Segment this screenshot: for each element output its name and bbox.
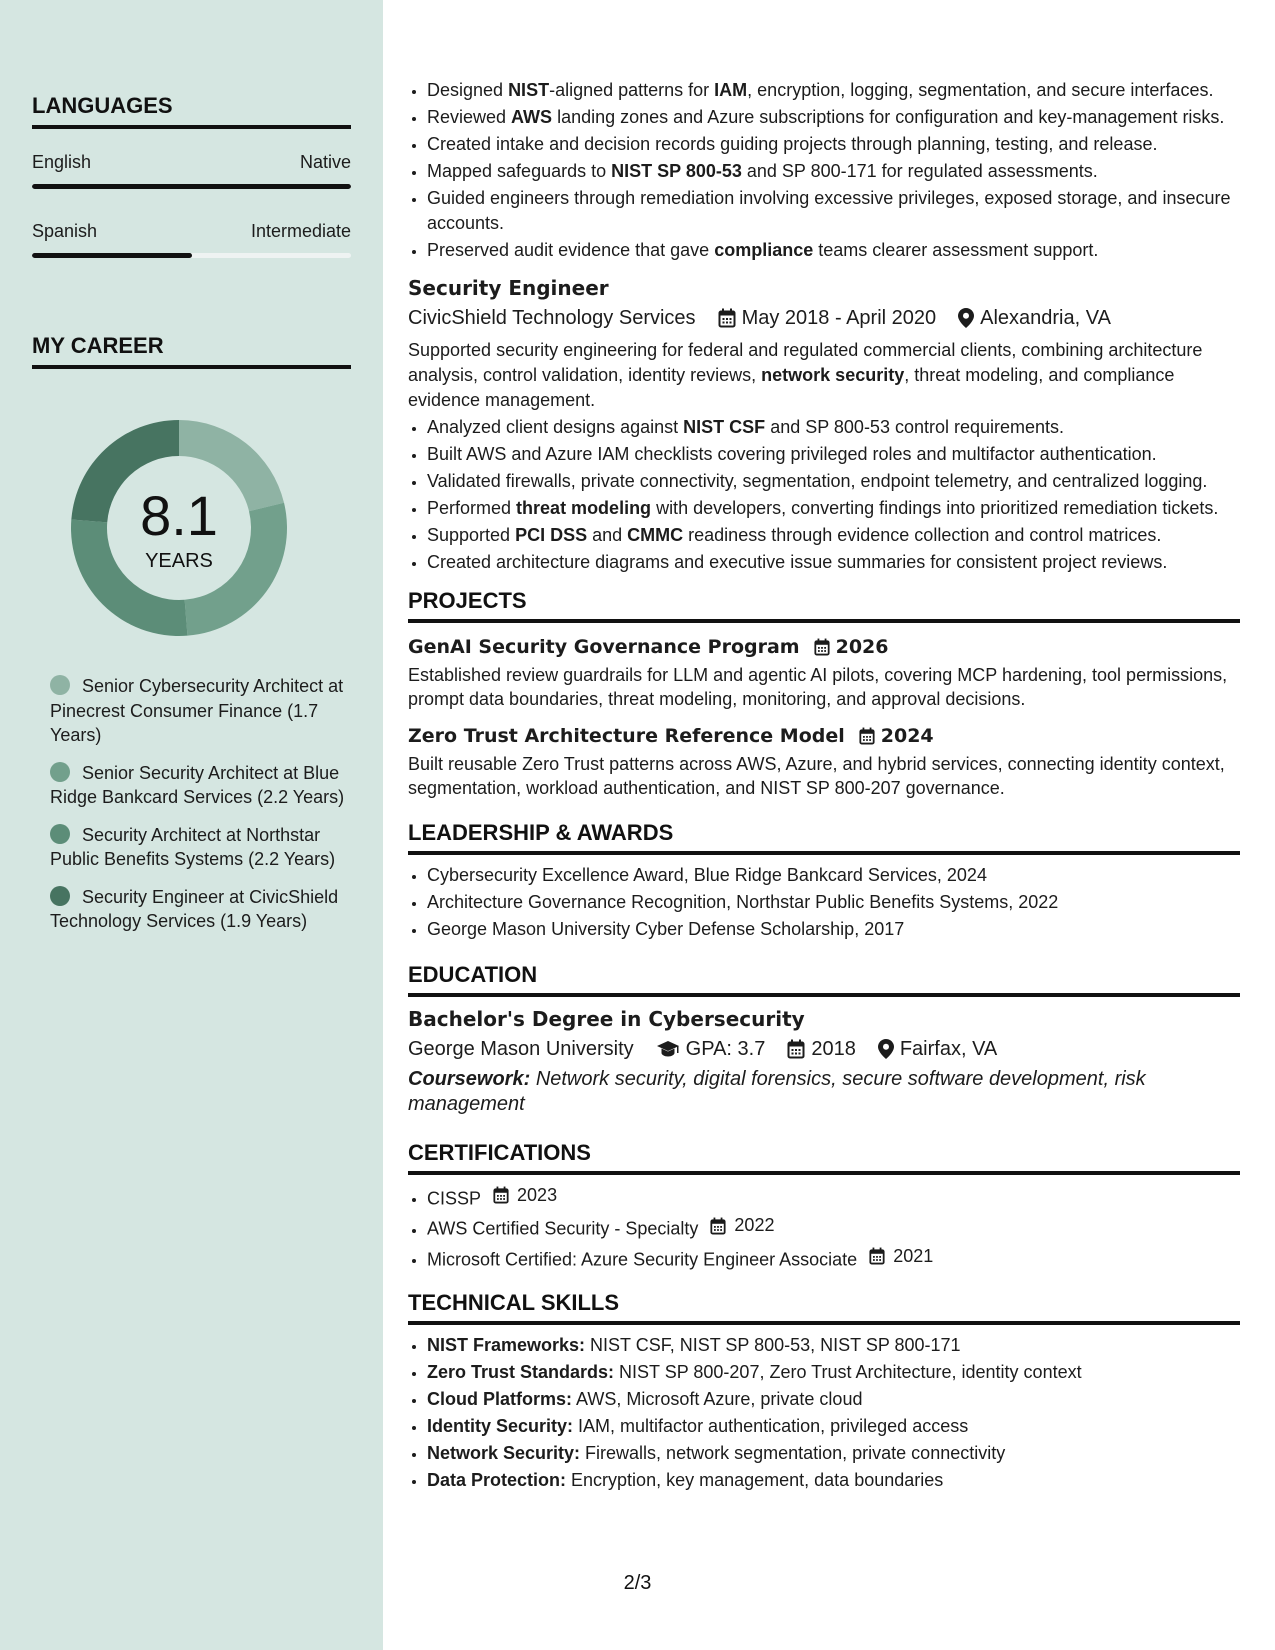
coursework-label: Coursework: bbox=[408, 1068, 531, 1090]
text-run: Analyzed client designs against bbox=[427, 417, 684, 437]
certifications-list bbox=[408, 1183, 1240, 1271]
career-legend bbox=[50, 674, 350, 947]
skill-item bbox=[427, 1468, 1240, 1493]
sidebar bbox=[0, 0, 383, 1650]
language-bar-fill bbox=[32, 184, 351, 189]
job-bullet bbox=[427, 105, 1240, 130]
languages-heading: LANGUAGES bbox=[32, 92, 351, 129]
bold-text: AWS bbox=[511, 107, 553, 127]
project-year: 2024 bbox=[880, 724, 934, 747]
bold-text: threat modeling bbox=[516, 498, 652, 518]
career-legend-item bbox=[50, 823, 350, 872]
text-run: with developers, converting findings into prioritized remediation tickets. bbox=[651, 498, 1219, 518]
text-run: Validated firewalls, private connectivity, segmentation, endpoint telemetry, and centralized logging. bbox=[427, 471, 1208, 491]
skill-label: Cloud Platforms: bbox=[427, 1389, 573, 1410]
language-level: Native bbox=[299, 152, 351, 172]
career-total-years: 8.1 bbox=[140, 484, 218, 547]
career-legend-item bbox=[50, 761, 350, 810]
calendar-icon bbox=[493, 1186, 513, 1204]
bold-text: NIST CSF bbox=[683, 417, 766, 437]
project-title bbox=[408, 722, 1240, 750]
job-meta bbox=[408, 304, 1240, 332]
job-bullet bbox=[427, 415, 1240, 440]
certification-year: 2023 bbox=[517, 1185, 558, 1205]
language-bar-spanish bbox=[32, 253, 351, 258]
legend-text: Senior Cybersecurity Architect at Pinecrest Consumer Finance (1.7 Years) bbox=[50, 676, 344, 745]
awards-heading: LEADERSHIP & AWARDS bbox=[408, 819, 1240, 855]
language-level: Intermediate bbox=[250, 221, 351, 241]
bold-text: compliance bbox=[714, 239, 814, 260]
text-run: Reviewed bbox=[427, 107, 512, 127]
calendar-icon bbox=[859, 727, 875, 745]
skill-value: Firewalls, network segmentation, private connectivity bbox=[580, 1443, 1006, 1464]
job-bullet bbox=[427, 78, 1240, 103]
certification-date bbox=[493, 1183, 557, 1208]
language-bar-english bbox=[32, 184, 351, 189]
career-legend-item bbox=[50, 885, 350, 934]
coursework bbox=[408, 1067, 1240, 1117]
legend-text: Senior Security Architect at Blue Ridge Bankcard Services (2.2 Years) bbox=[50, 762, 345, 807]
skills-heading: TECHNICAL SKILLS bbox=[408, 1289, 1240, 1325]
location-pin-icon bbox=[878, 1039, 894, 1059]
skill-item bbox=[427, 1441, 1240, 1466]
career-legend-item bbox=[50, 674, 350, 748]
job-bullet bbox=[427, 523, 1240, 548]
page-number: 2/3 bbox=[623, 1572, 652, 1594]
text-run: and SP 800-171 for regulated assessments. bbox=[741, 161, 1098, 181]
language-bar-fill bbox=[32, 253, 192, 258]
certification-item bbox=[427, 1183, 1240, 1211]
project-name: GenAI Security Governance Program bbox=[408, 635, 800, 658]
bold-text: PCI DSS bbox=[515, 525, 588, 545]
certification-name: CISSP bbox=[427, 1188, 482, 1209]
project-year: 2026 bbox=[835, 635, 889, 658]
previous-job-bullets bbox=[408, 78, 1240, 262]
text-run: Supported security engineering for federal and regulated commercial clients, combining architecture analysis, control validation, identity reviews, bbox=[408, 340, 1203, 385]
legend-text: Security Architect at Northstar Public Benefits Systems (2.2 Years) bbox=[50, 824, 336, 869]
project-description: Built reusable Zero Trust patterns across AWS, Azure, and hybrid services, connecting identity context, segmentation, workload authentication, and NIST SP 800-207 governance. bbox=[408, 753, 1225, 798]
text-run: Supported bbox=[427, 525, 516, 545]
job-location: Alexandria, VA bbox=[980, 307, 1111, 329]
skills-list bbox=[408, 1333, 1240, 1493]
text-run: Built AWS and Azure IAM checklists covering privileged roles and multifactor authentication. bbox=[427, 444, 1157, 464]
award-item: • George Mason University Cyber Defense Scholarship, 2017 bbox=[427, 917, 1240, 942]
certifications-heading: CERTIFICATIONS bbox=[408, 1139, 1240, 1175]
project-name: Zero Trust Architecture Reference Model bbox=[408, 724, 845, 747]
skill-item bbox=[427, 1360, 1240, 1385]
calendar-icon bbox=[710, 1217, 730, 1235]
gpa: GPA: 3.7 bbox=[685, 1038, 766, 1060]
bold-text: NIST bbox=[508, 80, 550, 100]
skill-value: Encryption, key management, data boundaries bbox=[566, 1470, 944, 1491]
career-heading: MY CAREER bbox=[32, 332, 351, 369]
skill-label: NIST Frameworks: bbox=[427, 1335, 586, 1356]
job-bullet bbox=[427, 132, 1240, 157]
award-item: • Architecture Governance Recognition, Northstar Public Benefits Systems, 2022 bbox=[427, 890, 1240, 915]
school-location: Fairfax, VA bbox=[899, 1038, 998, 1060]
text-run: Designed bbox=[427, 80, 509, 100]
text-run: and SP 800-53 control requirements. bbox=[765, 417, 1065, 437]
degree-title: Bachelor's Degree in Cybersecurity bbox=[408, 1007, 805, 1031]
award-item: • Cybersecurity Excellence Award, Blue Ridge Bankcard Services, 2024 bbox=[427, 863, 1240, 888]
graduation-cap-icon bbox=[656, 1040, 680, 1058]
legend-dot bbox=[50, 762, 70, 782]
job-summary bbox=[408, 338, 1240, 413]
skill-value: NIST SP 800-207, Zero Trust Architecture, identity context bbox=[614, 1362, 1082, 1383]
skill-item bbox=[427, 1387, 1240, 1412]
legend-dot bbox=[50, 824, 70, 844]
job-bullet bbox=[427, 159, 1240, 184]
job-company: CivicShield Technology Services bbox=[408, 307, 696, 329]
skill-value: IAM, multifactor authentication, privileged access bbox=[573, 1416, 969, 1437]
skill-value: AWS, Microsoft Azure, private cloud bbox=[572, 1389, 863, 1410]
skill-value: NIST CSF, NIST SP 800-53, NIST SP 800-171 bbox=[585, 1335, 961, 1356]
text-run: and bbox=[587, 525, 628, 545]
text-run: Created architecture diagrams and executive issue summaries for consistent project reviews. bbox=[427, 552, 1168, 572]
bold-text: network security bbox=[761, 365, 905, 385]
skill-item bbox=[427, 1333, 1240, 1358]
job-bullet bbox=[427, 550, 1240, 575]
location-pin-icon bbox=[958, 308, 974, 328]
text-run: teams clearer assessment support. bbox=[813, 239, 1099, 260]
language-row-english bbox=[32, 152, 351, 174]
calendar-icon bbox=[787, 1039, 805, 1059]
certification-name: AWS Certified Security - Specialty bbox=[427, 1218, 699, 1239]
legend-text: Security Engineer at CivicShield Technology Services (1.9 Years) bbox=[50, 886, 339, 931]
text-run: Mapped safeguards to bbox=[427, 161, 612, 181]
projects-heading: PROJECTS bbox=[408, 587, 1240, 623]
school-name: George Mason University bbox=[408, 1038, 634, 1060]
career-years-label: YEARS bbox=[145, 550, 213, 572]
calendar-icon bbox=[869, 1247, 889, 1265]
job-bullets bbox=[408, 415, 1240, 575]
certification-year: 2022 bbox=[734, 1215, 775, 1236]
bold-text: IAM bbox=[714, 80, 748, 100]
text-run: Preserved audit evidence that gave bbox=[427, 239, 715, 260]
calendar-icon bbox=[718, 308, 736, 328]
certification-item bbox=[427, 1244, 1240, 1272]
job-bullet bbox=[427, 442, 1240, 467]
language-row-spanish bbox=[32, 221, 351, 243]
certification-date bbox=[710, 1213, 774, 1238]
project-description: Established review guardrails for LLM and agentic AI pilots, covering MCP hardening, tool permissions, prompt data boundaries, threat modeling, monitoring, and approval decisions. bbox=[408, 664, 1228, 709]
text-run: , encryption, logging, segmentation, and secure interfaces. bbox=[747, 80, 1214, 100]
legend-dot bbox=[50, 675, 70, 695]
project-title bbox=[408, 633, 1240, 661]
certification-item bbox=[427, 1213, 1240, 1241]
main-content bbox=[408, 78, 1240, 1495]
skill-label: Identity Security: bbox=[427, 1416, 574, 1437]
text-run: Performed bbox=[427, 498, 517, 518]
education-meta bbox=[408, 1035, 1240, 1063]
graduation-year: 2018 bbox=[811, 1038, 856, 1060]
skill-label: Zero Trust Standards: bbox=[427, 1362, 615, 1383]
job-bullet bbox=[427, 469, 1240, 494]
coursework-text: Network security, digital forensics, secure software development, risk management bbox=[408, 1068, 1146, 1115]
certification-name: Microsoft Certified: Azure Security Engineer Associate bbox=[427, 1248, 858, 1269]
certification-year: 2021 bbox=[893, 1245, 934, 1266]
awards-list bbox=[408, 863, 1240, 942]
job-bullet bbox=[427, 186, 1240, 235]
job-bullet bbox=[427, 496, 1240, 521]
text-run: -aligned patterns for bbox=[549, 80, 715, 100]
calendar-icon bbox=[814, 638, 830, 656]
certification-date bbox=[869, 1244, 933, 1269]
job-bullet bbox=[427, 238, 1240, 263]
education-heading: EDUCATION bbox=[408, 961, 1240, 997]
job-dates: May 2018 - April 2020 bbox=[741, 307, 937, 329]
text-run: , threat modeling, and compliance evidence management. bbox=[408, 365, 1175, 410]
skill-item bbox=[427, 1414, 1240, 1439]
skill-label: Data Protection: bbox=[427, 1470, 567, 1491]
language-name: English bbox=[32, 152, 92, 172]
language-name: Spanish bbox=[32, 221, 98, 241]
bold-text: NIST SP 800-53 bbox=[611, 161, 742, 181]
projects-list bbox=[408, 633, 1240, 801]
job-title: Security Engineer bbox=[408, 276, 609, 300]
skill-label: Network Security: bbox=[427, 1443, 581, 1464]
text-run: readiness through evidence collection and control matrices. bbox=[683, 525, 1162, 545]
text-run: Created intake and decision records guiding projects through planning, testing, and release. bbox=[427, 134, 1158, 154]
legend-dot bbox=[50, 886, 70, 906]
text-run: landing zones and Azure subscriptions for configuration and key-management risks. bbox=[552, 107, 1225, 127]
text-run: Guided engineers through remediation involving excessive privileges, exposed storage, and insecure accounts. bbox=[427, 188, 1231, 233]
bold-text: CMMC bbox=[627, 525, 684, 545]
